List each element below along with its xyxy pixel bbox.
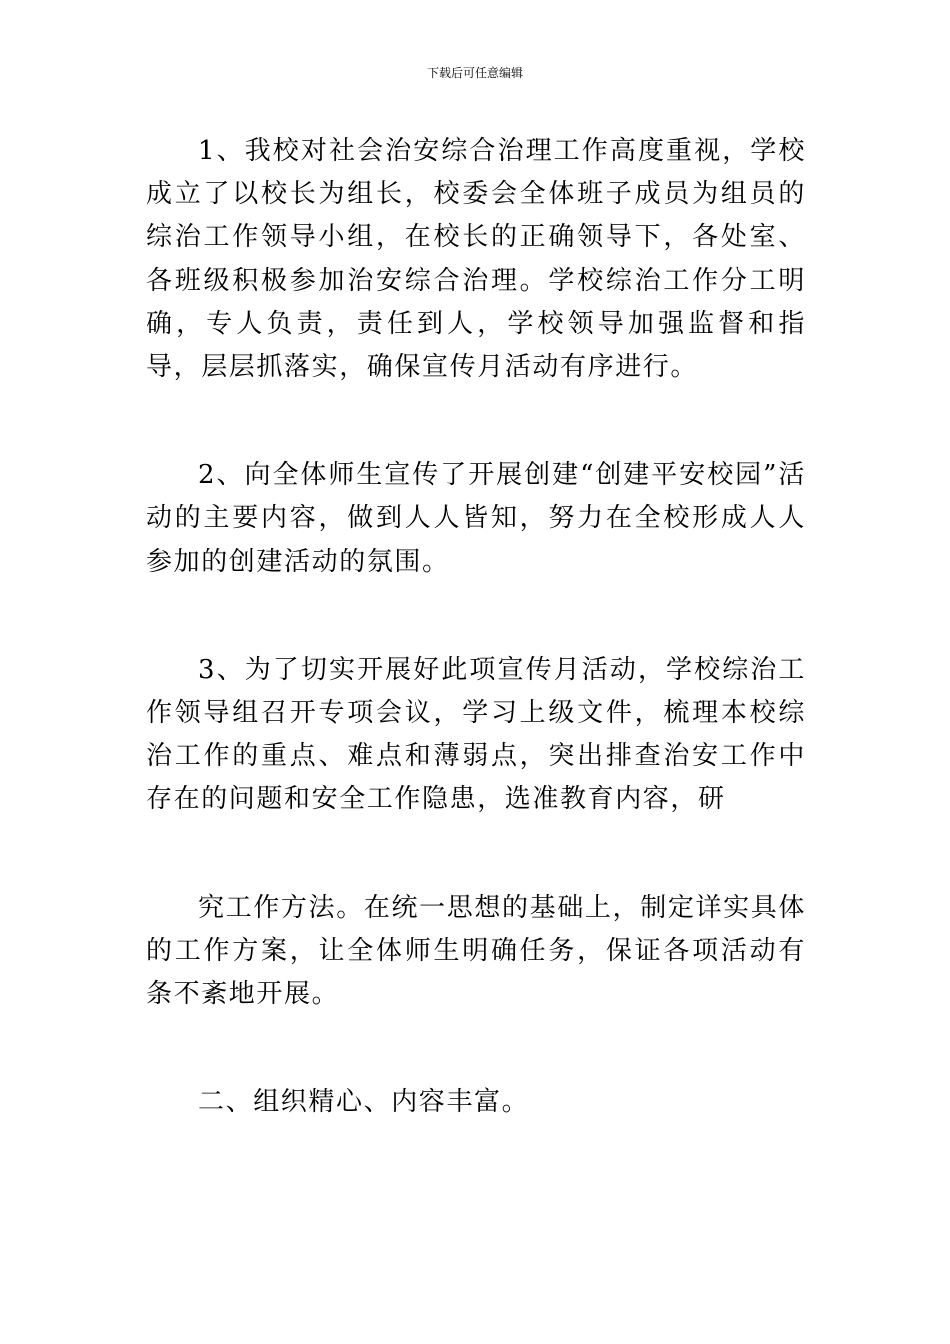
paragraph-1: 1、我校对社会治安综合治理工作高度重视，学校成立了以校长为组长，校委会全体班子成员为组员的综治工作领导小组，在校长的正确领导下，各处室、各班级积极参加治安综合治理。学校综治工作分工明确，专人负责，责任到人，学校领导加强监督和指导，层层抓落实，确保宣传月活动有序进行。	[146, 136, 806, 383]
paragraph-4: 究工作方法。在统一思想的基础上，制定详实具体的工作方案，让全体师生明确任务，保证各项活动有条不紊地开展。	[146, 892, 806, 1010]
section-heading: 二、组织精心、内容丰富。	[198, 1087, 530, 1118]
paragraph-gap	[146, 389, 806, 454]
page-header: 下载后可任意编辑	[426, 66, 523, 80]
paragraph-2: 2、向全体师生宣传了开展创建“创建平安校园”活动的主要内容，做到人人皆知，努力在全校形成人人参加的创建活动的氛围。	[146, 460, 806, 577]
paragraph-3: 3、为了切实开展好此项宣传月活动，学校综治工作领导组召开专项会议，学习上级文件，梳理本校综治工作的重点、难点和薄弱点，突出排查治安工作中存在的问题和安全工作隐患，选准教育内容，研	[146, 654, 806, 815]
paragraph-gap	[146, 822, 806, 887]
paragraph-gap	[146, 1016, 806, 1081]
paragraph-gap	[146, 584, 806, 649]
document-body	[146, 130, 806, 1124]
